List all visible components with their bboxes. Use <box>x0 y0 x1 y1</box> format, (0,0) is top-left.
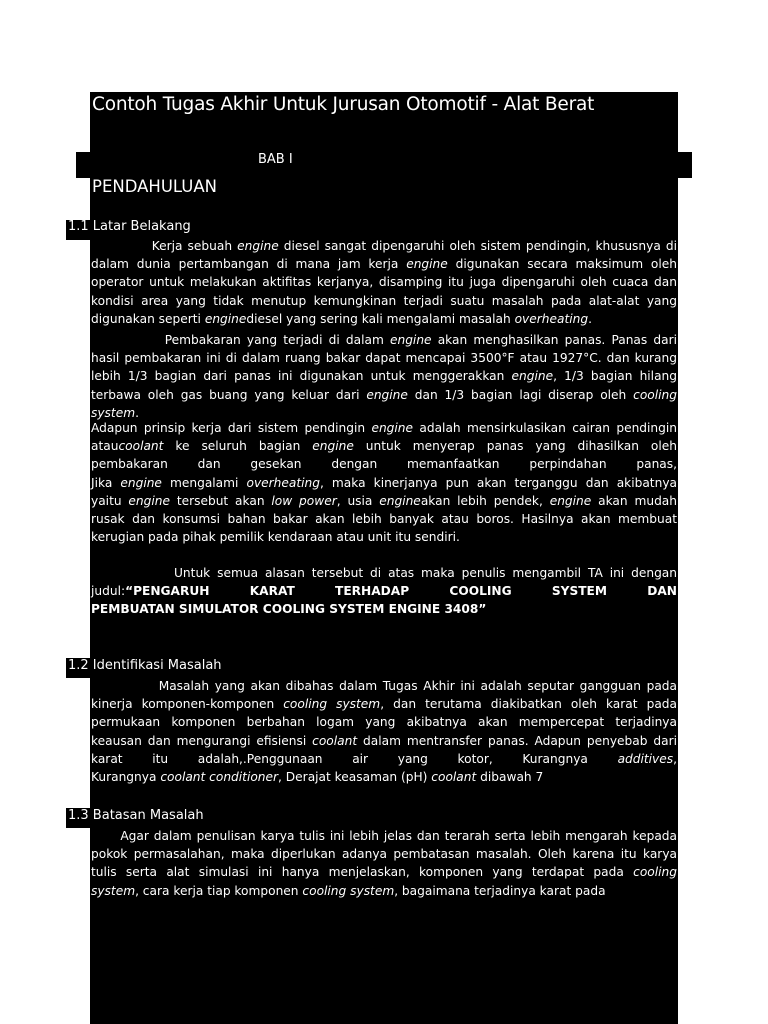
text-line: Agar dalam penulisan karya tulis ini lebih jelas dan terarah serta lebih mengarah kepada <box>120 829 677 843</box>
text-line: Untuk semua alasan tersebut di atas maka penulis mengambil TA ini dengan <box>174 566 678 580</box>
text-line: Adapun prinsip kerja dari sistem pendingin engine adalah mensirkulasikan cairan pendingin <box>91 421 677 435</box>
text-line: rusak dan konsumsi bahan bakar akan lebih banyak atau boros. Hasilnya akan membuat <box>91 511 677 526</box>
text-line: pembakaran dan gesekan dengan memanfaatkan perpindahan panas, <box>91 457 677 472</box>
text-line: kinerja komponen-komponen cooling system, dan terutama diakibatkan oleh karat pada <box>91 697 677 712</box>
text-line: Jika engine mengalami overheating, maka kinerjanya pun akan terganggu dan akibatnya <box>91 475 677 490</box>
text-line: permukaan komponen berbahan logam yang akibatnya akan mempercepat terjadinya <box>91 715 677 730</box>
text-line: pokok permasalahan, maka diperlukan adanya pembatasan masalah. Oleh karena itu karya <box>91 847 677 862</box>
section-heading: 1.3 Batasan Masalah <box>68 808 204 823</box>
text-line: terbawa oleh gas buang yang keluar dari engine dan 1/3 bagian lagi diserap oleh cooling <box>91 387 677 402</box>
text-line: system. <box>91 405 139 420</box>
text-line: lebih 1/3 bagian dari panas ini digunakan untuk menggerakkan engine, 1/3 bagian hilang <box>91 369 677 384</box>
paragraph <box>91 331 677 422</box>
text-line: Masalah yang akan dibahas dalam Tugas Akhir ini adalah seputar gangguan pada <box>158 679 677 693</box>
text-line: PEMBUATAN SIMULATOR COOLING SYSTEM ENGINE 3408” <box>91 602 487 617</box>
text-line: system, cara kerja tiap komponen cooling system, bagaimana terjadinya karat pada <box>91 883 606 898</box>
text-line: hasil pembakaran ini di dalam ruang bakar dapat mencapai 3500°F atau 1927°C. dan kurang <box>91 351 677 366</box>
text-line: kerugian pada pihak pemilik kendaraan atau unit itu sendiri. <box>91 530 460 545</box>
text-line: judul:“PENGARUH KARAT TERHADAP COOLING SYSTEM DAN <box>91 584 677 599</box>
document-title: Contoh Tugas Akhir Untuk Jurusan Otomotif - Alat Berat <box>92 94 595 115</box>
text-line: ataucoolant ke seluruh bagian engine untuk menyerap panas yang dihasilkan oleh <box>91 439 677 454</box>
paragraph <box>91 827 677 900</box>
text-line: Kurangnya coolant conditioner, Derajat keasaman (pH) coolant dibawah 7 <box>91 769 544 784</box>
paragraph <box>91 419 677 546</box>
chapter-number: BAB I <box>258 152 293 167</box>
paragraph <box>91 564 677 619</box>
text-line: yaitu engine tersebut akan low power, usia engineakan lebih pendek, engine akan mudah <box>91 493 677 508</box>
text-line: Pembakaran yang terjadi di dalam engine akan menghasilkan panas. Panas dari <box>164 333 677 347</box>
chapter-title: PENDAHULUAN <box>92 177 217 196</box>
paragraph <box>91 677 677 786</box>
text-line: kondisi area yang tidak menutup kemungkinan terjadi suatu masalah pada alat-alat yang <box>91 293 677 308</box>
paragraph <box>91 237 677 328</box>
section-heading: 1.2 Identifikasi Masalah <box>68 658 222 673</box>
text-line: Kerja sebuah engine diesel sangat dipengaruhi oleh sistem pendingin, khususnya di <box>151 239 677 253</box>
text-line: digunakan seperti enginediesel yang sering kali mengalami masalah overheating. <box>91 311 592 326</box>
text-line: karat itu adalah,.Penggunaan air yang kotor, Kurangnya additives, <box>91 751 677 766</box>
text-line: keausan dan mengurangi efisiensi coolant dalam mentransfer panas. Adapun penyebab dari <box>91 733 677 748</box>
section-heading: 1.1 Latar Belakang <box>68 219 191 234</box>
text-line: operator untuk melakukan aktifitas kerjanya, disamping itu juga dipengaruhi oleh cuaca dan <box>91 275 677 290</box>
text-line: dalam dunia pertambangan di mana jam kerja engine digunakan secara maksimum oleh <box>91 257 677 272</box>
chapter-band <box>76 152 692 178</box>
text-line: tulis serta alat simulasi ini hanya menjelaskan, komponen yang terdapat pada cooling <box>91 865 677 880</box>
